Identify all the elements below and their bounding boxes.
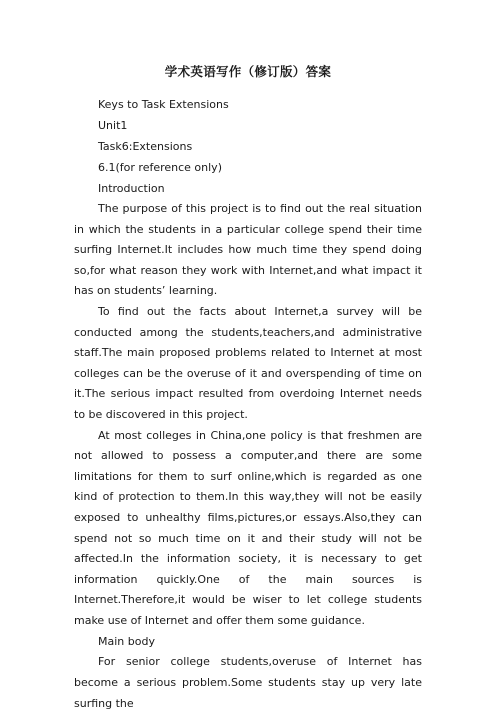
heading-reference: 6.1(for reference only): [98, 161, 222, 174]
section-heading-main-body: Main body: [98, 635, 155, 649]
heading-task: Task6:Extensions: [98, 140, 193, 153]
paragraph-policy: At most colleges in China,one policy is that freshmen are not allowed to possess a computer,and there are some limitations for them to surf online,which is regarded as one kind of protection to them.In this way,they will not be easily exposed to unhealthy films,pictures,or essays.Also,they can spend not so much time on it and their study will not be affected.In the information society, it is necessary to get information quickly.One of the main sources is Internet.Therefore,it would be wiser to let college students make use of Internet and offer them some guidance.: [74, 428, 422, 627]
heading-unit: Unit1: [98, 119, 128, 132]
heading-introduction: Introduction: [98, 182, 165, 195]
paragraph-purpose: The purpose of this project is to find out the real situation in which the students in a particular college spend their time surfing Internet.It includes how much time they spend doing so,for what reason they work with Internet,and what impact it has on students’ learning.: [74, 202, 422, 298]
heading-keys: Keys to Task Extensions: [98, 98, 229, 111]
paragraph-senior-students: For senior college students,overuse of Internet has become a serious problem.Some students stay up very late surfing the: [74, 655, 422, 710]
document-title: 学术英语写作（修订版）答案: [164, 64, 332, 79]
paragraph-survey: To find out the facts about Internet,a survey will be conducted among the students,teachers,and administrative staff.The main proposed problems related to Internet at most colleges can be the overuse of it and overspending of time on it.The serious impact resulted from overdoing Internet needs to be discovered in this project.: [74, 304, 422, 421]
